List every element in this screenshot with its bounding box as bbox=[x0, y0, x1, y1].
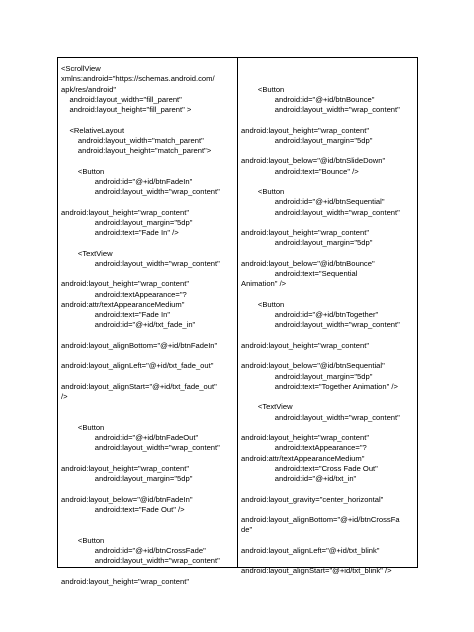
left-code-line: android:layout_height="match_parent"> bbox=[61, 146, 212, 155]
left-code-line: android:text="Fade In" bbox=[61, 310, 171, 319]
right-code-line: android:layout_width="wrap_content" bbox=[241, 412, 400, 422]
right-code-line: android:layout_width="wrap_content" bbox=[241, 105, 400, 114]
left-code-line: android:id="@+id/btnFadeOut" bbox=[61, 433, 199, 442]
right-code-line: android:id="@+id/btnBounce" bbox=[241, 94, 375, 104]
left-code-line: android:layout_width="wrap_content" bbox=[61, 187, 220, 196]
left-code-line: xmlns:android="https://schemas.android.com/ bbox=[61, 74, 215, 84]
left-code-line: android:textAppearance="? bbox=[61, 289, 187, 299]
right-code-line: android:layout_alignLeft="@+id/txt_blink" bbox=[241, 545, 380, 555]
right-code-line: android:layout_alignStart="@+id/txt_blink" /> bbox=[241, 566, 392, 576]
right-code-line: <TextView bbox=[241, 402, 293, 412]
left-code-line: android:layout_below="@id/btnFadeIn" bbox=[61, 494, 193, 504]
right-code-line: android:textAppearance="? bbox=[241, 443, 367, 453]
left-code-line: android:layout_margin="5dp" bbox=[61, 474, 193, 483]
left-code-line: android:id="@+id/txt_fade_in" bbox=[61, 320, 196, 330]
right-code-line: android:text="Together Animation" /> bbox=[241, 381, 398, 391]
left-code-line: android:text="Fade Out" /> bbox=[61, 504, 185, 514]
right-code-line bbox=[241, 74, 417, 84]
right-code-line: android:layout_margin="5dp" bbox=[241, 238, 373, 248]
right-code-line: android:layout_gravity="center_horizontal" bbox=[241, 494, 384, 504]
left-code-line: android:layout_width="match_parent" bbox=[61, 135, 204, 145]
left-code-line: android:layout_alignStart="@+id/txt_fade_out" bbox=[61, 381, 217, 391]
left-code-line: <RelativeLayout bbox=[61, 125, 125, 135]
left-code-line bbox=[61, 402, 237, 412]
right-code-line: <Button bbox=[241, 187, 285, 196]
left-code-line: android:layout_width="wrap_content" bbox=[61, 556, 220, 565]
right-code-line: android:layout_margin="5dp" bbox=[241, 135, 373, 145]
left-code-line bbox=[61, 525, 237, 535]
left-code-line bbox=[61, 484, 237, 494]
right-code-line: Animation" /> bbox=[241, 279, 287, 289]
right-code-line: android:text="Sequential bbox=[241, 269, 358, 278]
left-code-line bbox=[61, 454, 237, 464]
left-code-line: android:layout_height="fill_parent" > bbox=[61, 105, 192, 114]
right-code-line bbox=[241, 505, 417, 515]
right-code-line: <Button bbox=[241, 299, 285, 309]
left-code-line bbox=[61, 197, 237, 207]
right-code-line bbox=[241, 484, 417, 494]
left-code-line: android:layout_height="wrap_content" bbox=[61, 576, 190, 586]
right-code-line: android:id="@+id/txt_in" bbox=[241, 474, 357, 483]
left-code-line bbox=[61, 372, 237, 382]
right-code-line bbox=[241, 331, 417, 341]
left-code-line: <ScrollView bbox=[61, 64, 101, 73]
left-code-line bbox=[61, 156, 237, 166]
right-code-line: android:layout_width="wrap_content" bbox=[241, 207, 400, 217]
left-code-line bbox=[61, 515, 237, 525]
left-code-line: <Button bbox=[61, 535, 105, 545]
left-code-line: android:layout_height="wrap_content" bbox=[61, 279, 190, 289]
right-code-line: android:layout_height="wrap_content" bbox=[241, 125, 370, 135]
left-code-line bbox=[61, 269, 237, 279]
right-code-line bbox=[241, 218, 417, 228]
left-code-line: <TextView bbox=[61, 248, 113, 258]
left-code-line: /> bbox=[61, 392, 68, 401]
right-code-line bbox=[241, 64, 417, 74]
right-code-line bbox=[241, 351, 417, 361]
left-code-line: android:layout_width="fill_parent" bbox=[61, 94, 182, 104]
left-code-line bbox=[61, 238, 237, 248]
left-code-line: <Button bbox=[61, 166, 105, 176]
right-code-line: android:layout_height="wrap_content" bbox=[241, 433, 370, 442]
right-code-line bbox=[241, 146, 417, 156]
code-column-left bbox=[58, 58, 238, 586]
right-code-line bbox=[241, 290, 417, 300]
right-code-line bbox=[241, 249, 417, 259]
right-code-line: android:layout_below="@id/btnBounce" bbox=[241, 258, 375, 268]
left-code-line: android:layout_alignBottom="@+id/btnFadeIn" bbox=[61, 340, 218, 350]
left-code-line bbox=[61, 115, 237, 125]
left-code-line: apk/res/android" bbox=[61, 84, 117, 94]
right-code-line: android:id="@+id/btnTogether" bbox=[241, 310, 379, 319]
right-code-line: android:layout_margin="5dp" bbox=[241, 371, 373, 381]
left-code-line bbox=[61, 331, 237, 341]
left-code-line: android:layout_width="wrap_content" bbox=[61, 443, 220, 453]
right-code-line: android:layout_height="wrap_content" bbox=[241, 228, 370, 237]
left-code-line: android:layout_alignLeft="@+id/txt_fade_out" bbox=[61, 361, 214, 371]
left-code-line: android:layout_height="wrap_content" bbox=[61, 463, 190, 473]
left-code-line: android:layout_width="wrap_content" bbox=[61, 258, 220, 268]
right-code-line: android:layout_width="wrap_content" bbox=[241, 320, 400, 330]
left-code-line bbox=[61, 413, 237, 423]
right-code-line: android:text="Cross Fade Out" bbox=[241, 463, 378, 473]
right-code-line bbox=[241, 423, 417, 433]
left-code-line: android:layout_margin="5dp" bbox=[61, 217, 193, 227]
right-code-line bbox=[241, 556, 417, 566]
right-code-line: android:id="@+id/btnSequential" bbox=[241, 197, 385, 207]
left-code-line bbox=[61, 566, 237, 576]
left-code-line bbox=[61, 351, 237, 361]
right-code-line: android:layout_below="@id/btnSequential" bbox=[241, 361, 385, 371]
code-table bbox=[57, 57, 418, 586]
right-code-line: android:layout_alignBottom="@+id/btnCrossFa bbox=[241, 515, 400, 524]
right-code-line bbox=[241, 536, 417, 546]
left-code-line: android:layout_height="wrap_content" bbox=[61, 207, 190, 217]
right-code-line bbox=[241, 392, 417, 402]
right-code-line bbox=[241, 177, 417, 187]
left-code-line: <Button bbox=[61, 422, 105, 432]
right-code-line: <Button bbox=[241, 84, 285, 94]
right-code-line: android:layout_below="@id/btnSlideDown" bbox=[241, 156, 386, 166]
left-code-line: android:attr/textAppearanceMedium" bbox=[61, 299, 185, 309]
right-code-line: android:layout_height="wrap_content" bbox=[241, 340, 370, 350]
right-code-line: android:text="Bounce" /> bbox=[241, 166, 359, 176]
left-code-line: android:id="@+id/btnFadeIn" bbox=[61, 176, 193, 186]
right-code-line bbox=[241, 115, 417, 125]
code-column-right bbox=[238, 58, 417, 576]
right-code-line: android:attr/textAppearanceMedium" bbox=[241, 453, 365, 463]
right-code-line: de" bbox=[241, 525, 253, 535]
left-code-line: android:id="@+id/btnCrossFade" bbox=[61, 545, 206, 555]
left-code-line: android:text="Fade In" /> bbox=[61, 228, 179, 237]
